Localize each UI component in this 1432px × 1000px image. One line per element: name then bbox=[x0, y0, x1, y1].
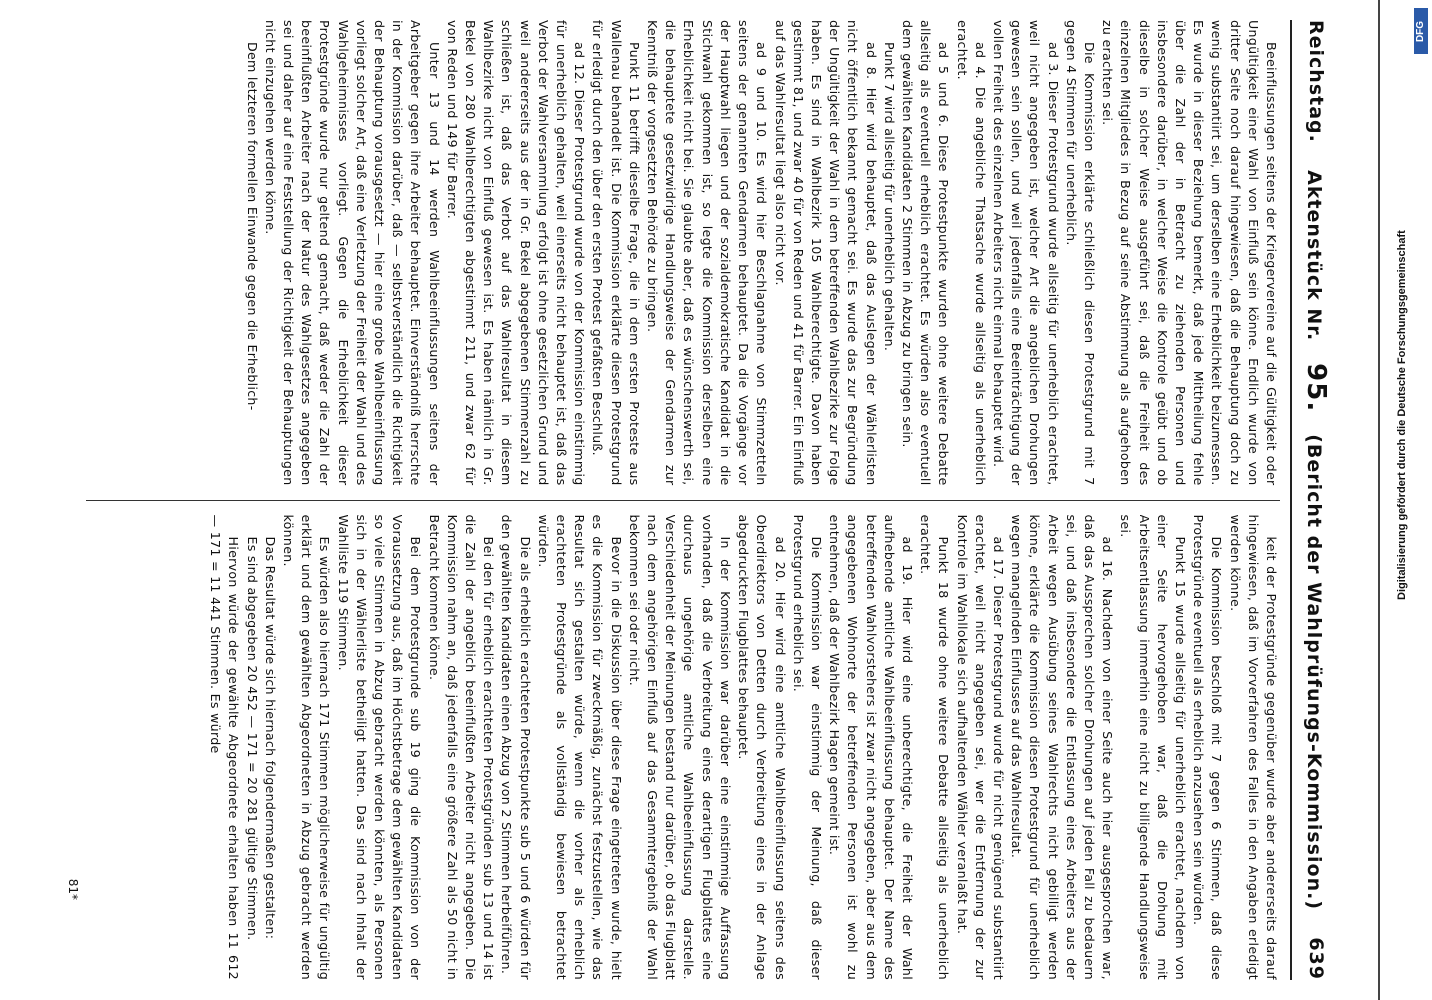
paragraph: keit der Protestgründe gegenüber wurde aber andererseits darauf hingewiesen, daß im Vorverfahren des Falles in den Angaben erledigt werden könne. bbox=[1227, 514, 1279, 980]
header-left: Reichstag. bbox=[1305, 20, 1327, 143]
paragraph: Es sind abgegeben 20 452 — 171 = 20 281 gültige Stimmen. bbox=[244, 536, 260, 941]
digitization-credit: Digitalisierung gefördert durch die Deutsche Forschungsgemeinschaft bbox=[1396, 230, 1408, 600]
paragraph: Die als erheblich erachteten Protestpunkte sub 5 und 6 würden für den gewählten Kandidaten einen Abzug von 2 Stimmen herbeiführen. bbox=[499, 514, 533, 980]
dfg-logo: DFG bbox=[1414, 8, 1428, 54]
paragraph: Beeinflussungen seitens der Kriegervereine auf die Gültigkeit oder Ungültigkeit einer Wahl von Einfluß sein könne. Endlich wurde von dritter Seite noch darauf hingewiesen, daß die Behauptung doch zu wenig substantiirt sei, um derselben eine Erheblichkeit beizumessen. Es wurde in dieser Beziehung bemerkt, daß jede Mittheilung fehle über die Zahl der in Betracht zu ziehenden Personen und insbesondere darüber, in welcher Weise die Kontrole geübt und ob dieselbe in solcher Weise ausgeführt sei, daß die Freiheit des einzelnen Mitgliedes in Bezug auf seine Abstimmung als aufgehoben zu erachten sei. bbox=[1100, 20, 1279, 486]
page-header bbox=[1296, 20, 1336, 980]
paragraph: Die Kommission war einstimmig der Meinung, daß dieser Protestgrund erheblich sei. bbox=[790, 514, 824, 980]
paragraph: ad 12. Dieser Protestgrund wurde von der Kommission einstimmig für unerheblich gehalten, weil einerseits nicht behauptet ist, daß das Verbot der Wahlversammlung erfolgt ist ohne gesetzlichen Grund und weil andererseits aus der in Gr. Bekel abgegebenen Stimmenzahl zu schließen ist, daß das Verbot auf das Wahlresultat in diesem Wahlbezirke nicht von Einfluß gewesen ist. Es haben nämlich in Gr. Bekel von 280 Wahlberechtigten abgestimmt 211, und zwar 62 für von Reden und 149 für Barrer. bbox=[444, 20, 588, 486]
column-right bbox=[86, 515, 1280, 981]
paragraph: Es würden also hiernach 171 Stimmen möglicherweise für ungültig erklärt und dem gewählten Abgeordneten in Abzug gebracht werden können. bbox=[281, 514, 333, 980]
paragraph: ad 8. Hier wird behauptet, daß das Auslegen der Wählerlisten nicht öffentlich bekannt gemacht sei. Es wurde das zur Begründung der Ungültigkeit der Wahl in dem betreffenden Wahlbezirke zur Folge haben. Es sind in Wahlbezirk 105 Wahlberechtigte. Davon haben gestimmt 81, und zwar 40 für von Reden und 41 für Barrer. Ein Einfluß auf das Wahlresultat liegt also nicht vor. bbox=[772, 20, 879, 486]
paragraph: Bei den für erheblich erachteten Protestgründen sub 13 und 14 ist die Zahl der angeblich beeinflußten Arbeiter nicht angegeben. Die Kommission nahm an, daß jedenfalls eine größere Zahl als 50 nicht in Betracht kommen könne. bbox=[426, 514, 497, 980]
paragraph: Die Kommission erklärte schließlich diesen Protestgrund mit 7 gegen 4 Stimmen für unerheblich. bbox=[1063, 20, 1097, 486]
paragraph: Punkt 11 betrifft dieselbe Frage, die in dem ersten Proteste aus Wallenau behandelt ist. Die Kommission erklärte diesen Protestgrund für erledigt durch den über den ersten Protest gefaßten Beschluß. bbox=[590, 20, 642, 486]
header-number: 95. bbox=[1301, 363, 1331, 413]
header-aktenstueck: Aktenstück Nr. bbox=[1303, 170, 1325, 342]
paragraph: Bei dem Protestgrunde sub 19 ging die Kommission von der Voraussetzung aus, daß im Höchstbetrage dem gewählten Kandidaten so viele Stimmen in Abzug gebracht werden könnten, als Personen sich in der Wählerliste betheiligt hatten. Das sind nach Inhalt der Wahlliste 119 Stimmen. bbox=[335, 514, 424, 980]
column-left bbox=[86, 20, 1280, 486]
scan-edge bbox=[1378, 0, 1380, 1000]
paragraph: Das Resultat würde sich hiernach folgendermaßen gestalten: bbox=[262, 536, 278, 940]
rotated-page-content bbox=[66, 0, 1366, 1000]
paragraph: Bevor in die Diskussion über diese Frage eingetreten wurde, hielt es die Kommission für zweckmäßig, zunächst festzustellen, wie das Resultat sich gestalten würde, wenn die vorher als erheblich erachteten Protestgründe als vollständig bewiesen betrachtet würden. bbox=[535, 514, 624, 980]
paragraph: Punkt 18 wurde ohne weitere Debatte allseitig als unerheblich erachtet. bbox=[918, 514, 952, 980]
text-columns bbox=[86, 20, 1280, 980]
paragraph: Hiervon würde der gewählte Abgeordnete erhalten haben 11 612 — 171 = 11 441 Stimmen. Es würde bbox=[208, 514, 242, 980]
header-title: (Bericht der Wahlprüfungs-Kommission.) bbox=[1303, 434, 1325, 911]
column-divider bbox=[86, 500, 1280, 501]
header-rule bbox=[1290, 20, 1292, 980]
paragraph: In der Kommission war darüber eine einstimmige Auffassung vorhanden, daß die Verbreitung eines derartigen Flugblattes eine durchaus ungehörige amtliche Wahlbeeinflussung darstelle. Verschiedenheit der Meinungen bestand nur darüber, ob das Flugblatt nach dem angehörigen Einfluß auf das Gesammtergebniß der Wahl bekommen sei oder nicht. bbox=[626, 514, 733, 980]
paragraph: Punkt 15 wurde allseitig für unerheblich erachtet, nachdem von einer Seite hervorgehoben war, daß die Drohung mit Arbeitsentlassung immerhin eine nicht zu billigende Handlungsweise sei. bbox=[1118, 514, 1188, 980]
paragraph: ad 9 und 10. Es wird hier Beschlagnahme von Stimmzetteln seitens der genannten Gendarmen behauptet. Da die Vorgänge vor der Hauptwahl liegen und der sozialdemokratische Kandidat in die Stichwahl gekommen ist, so legte die Kommission derselben eine Erheblichkeit nicht bei. Sie glaubte aber, daß es wünschenswerth sei, die behauptete gesetzwidrige Handlungsweise der Gendarmen zur Kenntniß der vorgesetzten Behörde zu bringen. bbox=[645, 20, 770, 486]
paragraph: ad 5 und 6. Diese Protestpunkte wurden ohne weitere Debatte allseitig als eventuell erheblich erachtet. Es würden also eventuell dem gewählten Kandidaten 2 Stimmen in Abzug zu bringen sein. bbox=[899, 20, 952, 486]
paragraph: ad 16. Nachdem von einer Seite auch hier ausgesprochen war, daß das Aussprechen solcher Drohungen auf jeden Fall zu bedauern sei, und daß insbesondere die Entlassung eines Arbeiters aus der Arbeit wegen Ausübung seines Wahlrechts nicht gebilligt werden könne, erklärte die Kommission diesen Protestgrund für unerheblich wegen mangelnden Einflusses auf das Wahlresultat. bbox=[1009, 514, 1116, 980]
header-center bbox=[1301, 170, 1331, 910]
paragraph: Dem letzteren formellen Einwande gegen die Erheblich- bbox=[244, 42, 260, 411]
paragraph: Die Kommission beschloß mit 7 gegen 6 Stimmen, daß diese Protestgründe eventuell als erheblich anzusehen sein würden. bbox=[1191, 514, 1225, 980]
paragraph: Unter 13 und 14 werden Wahlbeeinflussungen seitens der Arbeitgeber gegen ihre Arbeiter behauptet. Einverständniß herrschte in der Kommission darüber, daß — selbstverständlich die Richtigkeit der Behauptung vorausgesetzt — hier eine grobe Wahlbeeinflussung vorliegt solcher Art, daß eine Verletzung der Freiheit der Wahl und des Wahlgeheimnisses vorliegt. Gegen die Erheblichkeit dieser Protestgründe wurde nur geltend gemacht, daß weder die Zahl der beeinflußten Arbeiter nach der Natur des Wahlgesetzes angegeben sei und daher auf eine Feststellung der Richtigkeit der Behauptungen nicht einzugehen werden könne. bbox=[262, 20, 442, 486]
paragraph: ad 19. Hier wird eine unberechtigte, die Freiheit der Wahl aufhebende amtliche Wahlbeeinflussung behauptet. Der Name des betreffenden Wahlvorstehers ist zwar nicht angegeben, aber aus dem angegebenen Wohnorte der betreffenden Personen ist wohl zu entnehmen, daß der Wahlbezirk Hagen gemeint ist. bbox=[827, 514, 915, 980]
signature-mark: 81* bbox=[66, 878, 80, 900]
paragraph: ad 3. Dieser Protestgrund wurde allseitig für unerheblich erachtet, weil nicht angegeben ist, welcher Art die angeblichen Drohungen gewesen sein sollen, und weil jedenfalls eine Beeinträchtigung der vollen Freiheit des einzelnen Arbeiters nicht einmal behauptet wird. bbox=[990, 20, 1061, 486]
paragraph: ad 17. Dieser Protestgrund wurde für nicht genügend substantiirt erachtet, weil nicht angegeben sei, wer die Entfernung der zur Kontrole im Wahllokale sich aufhaltenden Wähler veranlaßt hat. bbox=[954, 514, 1006, 980]
paragraph: Punkt 7 wird allseitig für unerheblich gehalten. bbox=[881, 42, 897, 352]
page-number: 639 bbox=[1305, 937, 1327, 980]
paragraph: ad 20. Hier wird eine amtliche Wahlbeeinflussung seitens des Oberdirektors von Detten durch Verbreitung eines in der Anlage abgedruckten Flugblattes behauptet. bbox=[736, 514, 788, 980]
paragraph: ad 4. Die angebliche Thatsache wurde allseitig als unerheblich erachtet. bbox=[954, 20, 988, 486]
